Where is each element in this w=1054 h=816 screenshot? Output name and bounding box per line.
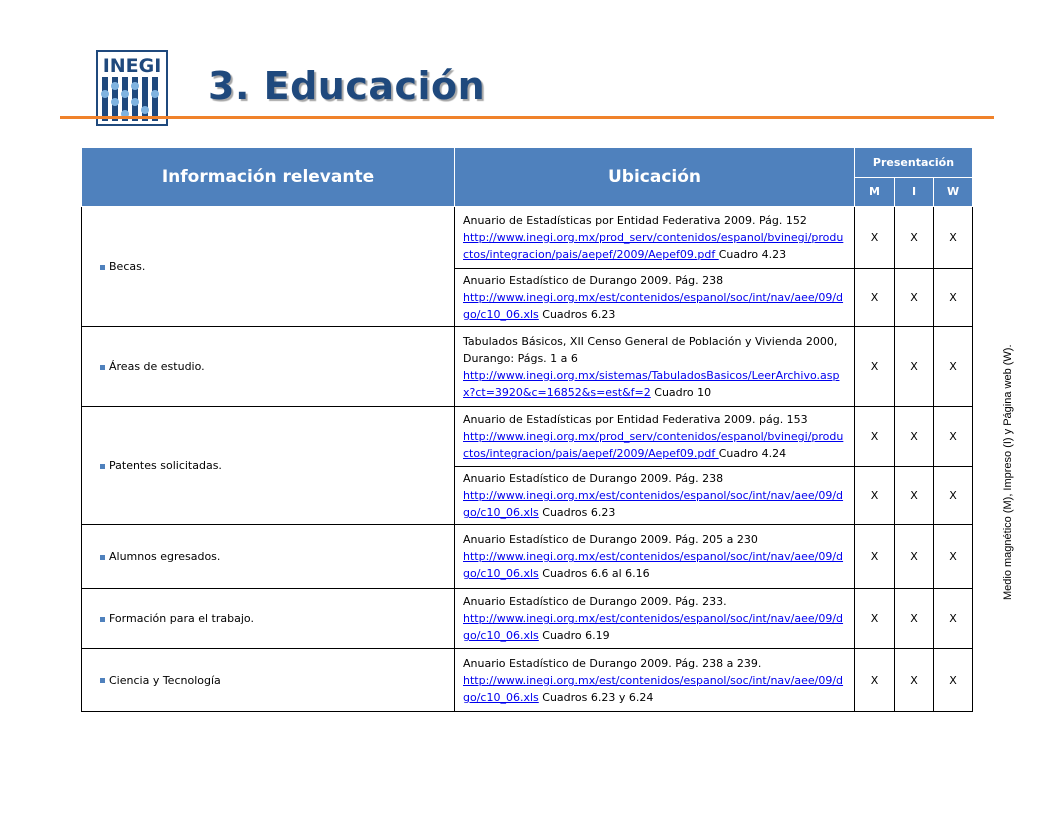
presentation-m-mark: X <box>855 589 895 649</box>
source-link[interactable]: http://www.inegi.org.mx/est/contenidos/espanol/soc/int/nav/aee/09/dgo/c10_06.xls <box>463 673 844 704</box>
location-cell <box>455 467 855 525</box>
header-w: W <box>934 177 973 207</box>
table-row <box>82 525 973 589</box>
header-presentacion: Presentación <box>855 148 973 178</box>
presentation-m-mark: X <box>855 467 895 525</box>
presentation-m-mark: X <box>855 327 895 407</box>
bullet-icon <box>100 464 105 469</box>
source-text: Anuario Estadístico de Durango 2009. Pág. 233. <box>463 595 727 609</box>
info-cell <box>82 327 455 407</box>
presentation-i-mark: X <box>895 207 934 269</box>
presentation-i-mark: X <box>895 269 934 327</box>
source-link[interactable]: http://www.inegi.org.mx/prod_serv/contenidos/espanol/bvinegi/productos/integracion/pais/aepef/2009/Aepef09.pdf <box>463 430 844 461</box>
header-m: M <box>855 177 895 207</box>
bullet-icon <box>100 555 105 560</box>
source-table-ref: Cuadros 6.23 <box>538 308 616 322</box>
presentation-m-mark: X <box>855 407 895 467</box>
header-ubicacion: Ubicación <box>455 148 855 207</box>
info-cell <box>82 407 455 525</box>
header-informacion: Información relevante <box>82 148 455 207</box>
info-cell <box>82 649 455 712</box>
location-cell <box>455 269 855 327</box>
presentation-w-mark: X <box>934 407 973 467</box>
info-label: Áreas de estudio. <box>109 360 205 374</box>
presentation-m-mark: X <box>855 207 895 269</box>
presentation-w-mark: X <box>934 525 973 589</box>
source-link[interactable]: http://www.inegi.org.mx/est/contenidos/espanol/soc/int/nav/aee/09/dgo/c10_06.xls <box>463 489 844 520</box>
source-text: Anuario Estadístico de Durango 2009. Pág. 238 a 239. <box>463 656 762 670</box>
source-table-ref: Cuadros 6.23 <box>538 506 616 520</box>
location-cell <box>455 327 855 407</box>
source-link[interactable]: http://www.inegi.org.mx/est/contenidos/espanol/soc/int/nav/aee/09/dgo/c10_06.xls <box>463 550 844 581</box>
info-label: Formación para el trabajo. <box>109 612 254 626</box>
info-label: Alumnos egresados. <box>109 550 221 564</box>
info-label: Becas. <box>109 260 146 274</box>
table-row <box>82 327 973 407</box>
source-table-ref: Cuadro 6.19 <box>538 629 610 643</box>
location-cell <box>455 407 855 467</box>
info-cell <box>82 589 455 649</box>
table-row <box>82 649 973 712</box>
logo-wordmark: INEGI <box>102 55 162 77</box>
bullet-icon <box>100 365 105 370</box>
source-link[interactable]: http://www.inegi.org.mx/est/contenidos/espanol/soc/int/nav/aee/09/dgo/c10_06.xls <box>463 612 844 643</box>
source-table-ref: Cuadro 4.23 <box>718 248 787 262</box>
source-link[interactable]: http://www.inegi.org.mx/est/contenidos/espanol/soc/int/nav/aee/09/dgo/c10_06.xls <box>463 291 844 322</box>
presentation-i-mark: X <box>895 589 934 649</box>
presentation-i-mark: X <box>895 327 934 407</box>
presentation-i-mark: X <box>895 407 934 467</box>
bullet-icon <box>100 617 105 622</box>
info-label: Ciencia y Tecnología <box>109 673 221 687</box>
header-i: I <box>895 177 934 207</box>
info-cell <box>82 207 455 327</box>
presentation-i-mark: X <box>895 649 934 712</box>
page-title: 3. Educación <box>208 64 486 108</box>
presentation-w-mark: X <box>934 269 973 327</box>
source-text: Anuario de Estadísticas por Entidad Federativa 2009. pág. 153 <box>463 413 808 427</box>
presentation-w-mark: X <box>934 207 973 269</box>
source-table-ref: Cuadros 6.6 al 6.16 <box>538 567 650 581</box>
source-text: Anuario Estadístico de Durango 2009. Pág. 238 <box>463 472 724 486</box>
info-cell <box>82 525 455 589</box>
source-table-ref: Cuadro 10 <box>650 385 712 399</box>
bullet-icon <box>100 265 105 270</box>
title-rule <box>60 116 994 119</box>
table-row <box>82 407 973 467</box>
presentation-m-mark: X <box>855 525 895 589</box>
source-table-ref: Cuadro 4.24 <box>718 447 787 461</box>
education-sources-table <box>81 147 973 712</box>
presentation-i-mark: X <box>895 525 934 589</box>
location-cell <box>455 525 855 589</box>
presentation-m-mark: X <box>855 269 895 327</box>
location-cell <box>455 589 855 649</box>
source-table-ref: Cuadros 6.23 y 6.24 <box>538 690 654 704</box>
info-label: Patentes solicitadas. <box>109 459 222 473</box>
location-cell <box>455 207 855 269</box>
presentation-w-mark: X <box>934 589 973 649</box>
table-row <box>82 589 973 649</box>
presentation-w-mark: X <box>934 467 973 525</box>
side-note: Medio magnético (M), Impreso (I) y Página web (W). <box>1002 344 1014 600</box>
source-link[interactable]: http://www.inegi.org.mx/sistemas/TabuladosBasicos/LeerArchivo.aspx?ct=3920&c=16852&s=est&f=2 <box>463 368 840 399</box>
inegi-logo <box>96 50 168 126</box>
bullet-icon <box>100 678 105 683</box>
presentation-w-mark: X <box>934 649 973 712</box>
presentation-w-mark: X <box>934 327 973 407</box>
source-link[interactable]: http://www.inegi.org.mx/prod_serv/contenidos/espanol/bvinegi/productos/integracion/pais/aepef/2009/Aepef09.pdf <box>463 230 844 262</box>
presentation-i-mark: X <box>895 467 934 525</box>
location-cell <box>455 649 855 712</box>
source-text: Tabulados Básicos, XII Censo General de Población y Vivienda 2000, Durango: Págs. 1 a 6 <box>463 334 838 365</box>
table-row <box>82 207 973 269</box>
presentation-m-mark: X <box>855 649 895 712</box>
source-text: Anuario Estadístico de Durango 2009. Pág. 205 a 230 <box>463 533 758 547</box>
source-text: Anuario Estadístico de Durango 2009. Pág. 238 <box>463 274 724 287</box>
source-text: Anuario de Estadísticas por Entidad Federativa 2009. Pág. 152 <box>463 213 807 227</box>
